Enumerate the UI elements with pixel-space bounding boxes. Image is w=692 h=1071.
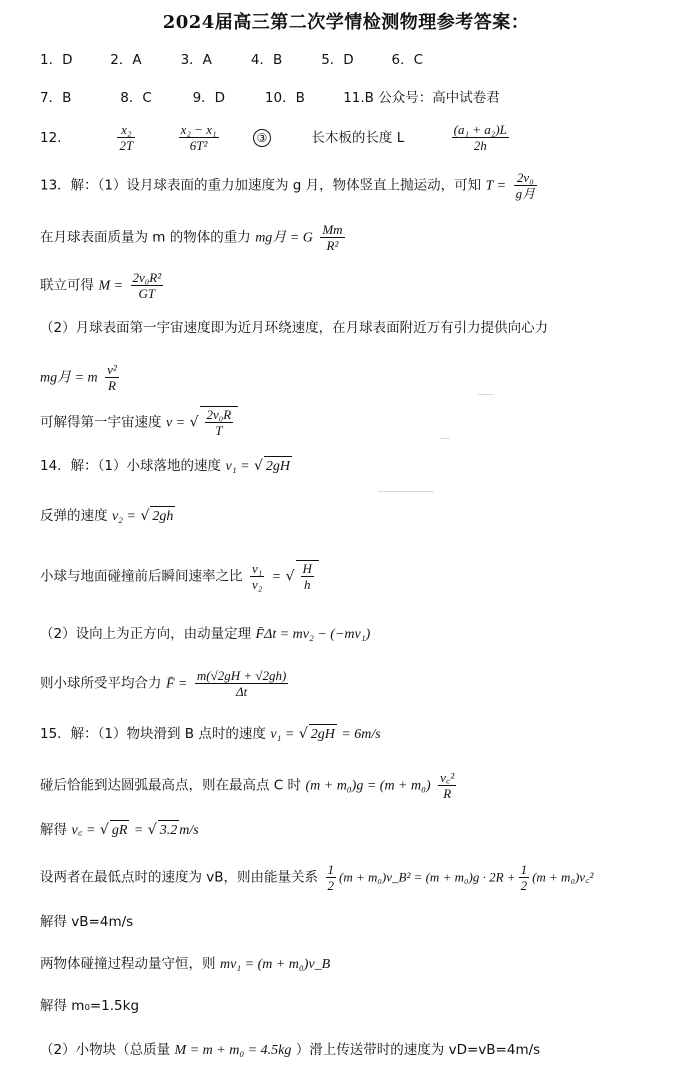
q13-text-3: 联立可得 <box>40 277 94 294</box>
q15-fraction-half: $\frac{1}{2}$ <box>520 862 528 893</box>
mcq-row-2 <box>40 88 500 108</box>
scan-mark <box>478 394 494 395</box>
q12-line <box>40 122 512 153</box>
q15-line-6 <box>40 954 330 975</box>
sqrt-symbol: √ <box>189 414 199 431</box>
sqrt-symbol: √ <box>147 822 157 838</box>
q14-fraction-sqrt: $\frac{H}{h}$ <box>302 561 312 592</box>
q14-eq-lhs: F̄ = <box>165 676 188 692</box>
mcq-answer: 3．A <box>180 52 212 68</box>
q12-fraction-2: $\frac{\text{x₂ − x₁}}{\text{6T²}}$ <box>180 122 217 153</box>
q13-text-6: 可解得第一宇宙速度 <box>40 414 162 431</box>
q13-line-2 <box>40 222 348 253</box>
mcq-answer: 8．C <box>120 90 152 106</box>
q13-fraction-5: $\frac{\text{v²}}{R}$ <box>107 362 117 393</box>
mcq-answer: 7．B <box>40 90 72 106</box>
mcq-answer: 2．A <box>110 52 142 68</box>
q15-line-8 <box>40 1040 540 1061</box>
q13-eq-lhs: v = <box>165 415 186 431</box>
q15-text-8: （2）小物块（总质量 <box>40 1042 171 1058</box>
q12-fraction-1: $\frac{\text{x₂}}{2T}$ <box>119 122 134 153</box>
sqrt-symbol: √ <box>298 726 308 742</box>
q15-eq-lhs: (m + m₀)g = (m + m₀) <box>305 778 431 794</box>
q14-text-2: 反弹的速度 <box>40 508 108 524</box>
mcq-answer: 10．B <box>264 90 305 106</box>
q14-fraction-force: $\frac{m(√2gH + √2gh)}{\Delta t}$ <box>196 668 287 699</box>
q14-momentum-eq: F̄Δt = mv₂ − (−mv₁) <box>255 627 371 642</box>
q15-line-7: 解得 m₀=1.5kg <box>40 998 140 1014</box>
q13-eq-lhs: M = <box>98 278 124 294</box>
q15-fraction-2: $\frac{\text{v꜀²}}{R}$ <box>440 770 455 801</box>
q15-radicand: 3.2 <box>158 820 180 841</box>
q15-fraction-half: $\frac{1}{2}$ <box>327 862 334 893</box>
q15-eq-lhs: v꜀ = <box>71 823 96 838</box>
q12-label: 12. <box>40 129 62 146</box>
q15-radicand: gR <box>110 820 130 841</box>
mcq-answer: 9．D <box>192 90 226 106</box>
unit-label: m/s <box>179 823 199 838</box>
q13-fraction-6: $\frac{\text{2v₀R}}{T}$ <box>206 407 232 438</box>
q14-text-1: 14．解：（1）小球落地的速度 <box>40 458 222 474</box>
mcq-row-1 <box>40 50 423 70</box>
q14-line-3 <box>40 560 319 592</box>
page-title: 2024届高三第二次学情检测物理参考答案： <box>162 12 530 33</box>
q15-eq-lhs: v₁ = <box>270 727 295 742</box>
q15-text-1: 15．解：（1）物块滑到 B 点时的速度 <box>40 726 266 742</box>
q15-line-3 <box>40 820 199 841</box>
q15-mass-eq: M = m + m₀ = 4.5kg <box>174 1043 292 1058</box>
q15-line-2 <box>40 770 459 801</box>
q12-choice: ③ <box>253 129 271 147</box>
mcq-answer: 5．D <box>321 52 354 68</box>
q14-text-3: 小球与地面碰撞前后瞬间速率之比 <box>40 568 243 585</box>
mcq-answer: 11.B 公众号：高中试卷君 <box>343 90 500 106</box>
scan-mark <box>378 491 434 492</box>
q15-radicand: 2gH <box>309 724 337 745</box>
q15-line-4 <box>40 862 593 893</box>
sqrt-symbol: √ <box>253 458 263 474</box>
q13-text-1: 13．解：（1）设月球表面的重力加速度为 g 月，物体竖直上抛运动，可知 <box>40 177 482 194</box>
scan-mark <box>440 438 450 439</box>
mcq-answer: 6．C <box>391 52 423 68</box>
sqrt-symbol: √ <box>285 568 295 585</box>
sqrt-symbol: √ <box>140 508 150 524</box>
q14-line-4 <box>40 624 370 645</box>
q14-eq-lhs: v₁ = <box>225 459 250 474</box>
q13-line-4: （2）月球表面第一宇宙速度即为近月环绕速度，在月球表面附近万有引力提供向心力 <box>40 320 549 336</box>
q13-fraction-1: $\frac{\text{2v₀}}{\text{g月}}$ <box>515 170 536 201</box>
q13-fraction-2: $\frac{Mm}{\text{R²}}$ <box>322 222 343 253</box>
q13-eq-lhs: mg月 = G <box>255 230 313 246</box>
q15-line-1 <box>40 724 381 745</box>
q14-text-4: （2）设向上为正方向，由动量定理 <box>40 626 252 642</box>
q15-text-3: 解得 <box>40 822 67 838</box>
q14-line-5 <box>40 668 291 699</box>
q13-line-5 <box>40 362 122 393</box>
q13-eq-lhs: T = <box>485 178 507 194</box>
q15-line-5: 解得 vB=4m/s <box>40 914 134 930</box>
sqrt-symbol: √ <box>99 822 109 838</box>
q12-text: 长木板的长度 L <box>311 129 405 146</box>
q13-text-2: 在月球表面质量为 m 的物体的重力 <box>40 229 251 246</box>
q15-energy-eq-b: (m + m₀)v꜀² <box>532 869 594 885</box>
q15-eq-rhs: = 6m/s <box>341 727 381 742</box>
q14-text-5: 则小球所受平均合力 <box>40 675 162 692</box>
mcq-answer: 4．B <box>250 52 283 68</box>
equals-sign: = <box>271 569 282 585</box>
q14-line-1 <box>40 456 292 477</box>
q15-text-6: 两物体碰撞过程动量守恒，则 <box>40 956 216 972</box>
q13-line-1 <box>40 170 540 201</box>
equals-sign: = <box>133 823 144 838</box>
q14-fraction-ratio: $\frac{\text{v₁}}{\text{v₂}}$ <box>251 561 263 592</box>
q14-radicand: 2gh <box>150 506 175 527</box>
q15-text-4: 设两者在最低点时的速度为 vB，则由能量关系 <box>40 869 319 886</box>
q15-text-2: 碰后恰能到达圆弧最高点，则在最高点 C 时 <box>40 777 302 794</box>
q14-line-2 <box>40 506 175 527</box>
q15-momentum-eq: mv₁ = (m + m₀)v_B <box>219 957 331 972</box>
mcq-answer: 1．D <box>40 52 73 68</box>
q15-text-8-tail: ）滑上传送带时的速度为 vD=vB=4m/s <box>295 1042 541 1058</box>
q14-radicand: 2gH <box>264 456 292 477</box>
q14-eq-lhs: v₂ = <box>111 509 136 524</box>
q15-energy-eq-a: (m + m₀)v_B² = (m + m₀)g · 2R + <box>339 869 516 885</box>
q12-fraction-3: $\frac{\text{(a₁ + a₂)L}}{2h}$ <box>453 122 507 153</box>
q13-line-3 <box>40 270 166 301</box>
q13-line-6 <box>40 406 238 438</box>
q13-eq-lhs: mg月 = m <box>40 370 98 386</box>
q13-fraction-3: $\frac{\text{2v₀R²}}{GT}$ <box>132 270 162 301</box>
